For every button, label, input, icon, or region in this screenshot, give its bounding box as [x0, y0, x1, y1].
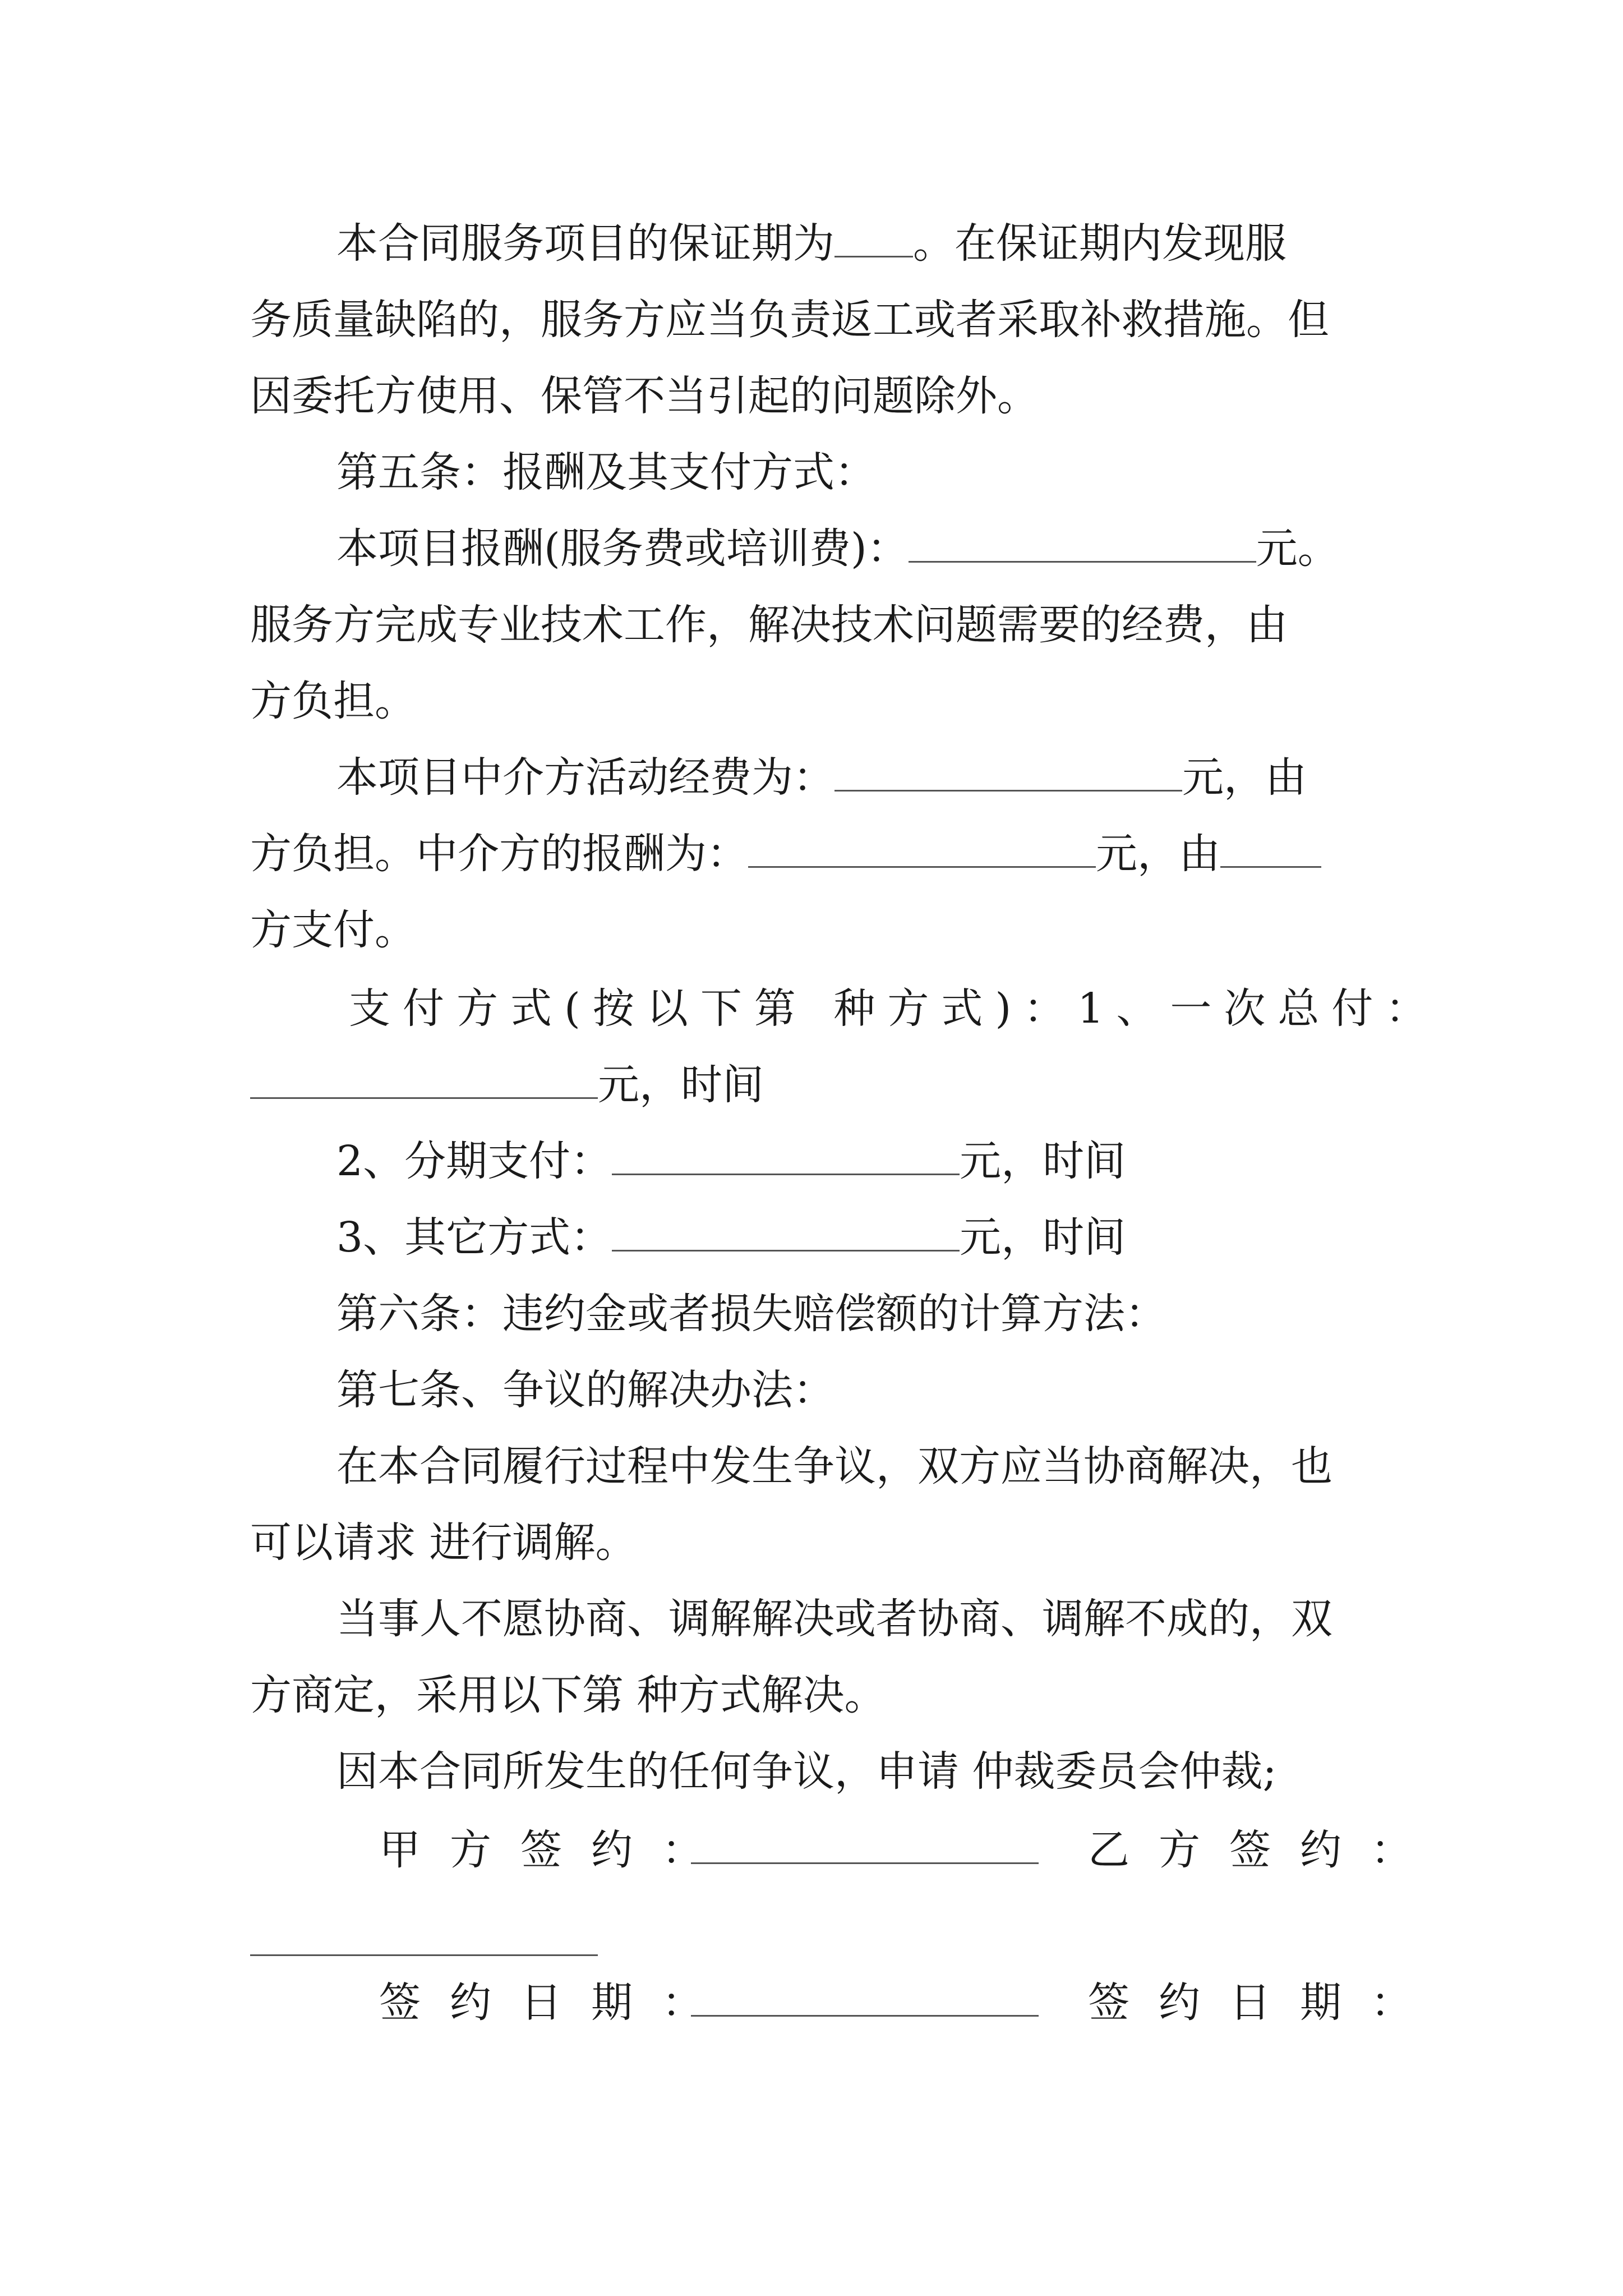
agent-fee-blank[interactable]: [834, 755, 1182, 792]
signature-a-label: 甲方签约：: [379, 1826, 732, 1874]
payment-3-line: [336, 1209, 1126, 1266]
fee-line-2: 服务方完成专业技术工作，解决技术问题需要的经费，由: [250, 601, 1288, 649]
fee-label: 本项目报酬(服务费或培训费)：: [336, 524, 909, 573]
article-6-title: 第六条：违约金或者损失赔偿额的计算方法：: [336, 1290, 1166, 1338]
payment-2-label: 2、分期支付：: [336, 1137, 612, 1185]
payment-3-tail: 元，时间: [960, 1213, 1126, 1262]
article-5-title: 第五条：报酬及其支付方式：: [336, 448, 876, 496]
agent-line-1: [336, 749, 1307, 806]
sign-date-a-blank[interactable]: [691, 1980, 1039, 2017]
agent-label: 本项目中介方活动经费为：: [336, 753, 834, 802]
article-7-title: 第七条、争议的解决办法：: [336, 1366, 834, 1414]
payment-3-label: 3、其它方式：: [336, 1213, 612, 1262]
sign-date-b-label: 签约日期：: [1088, 1978, 1441, 2027]
payment-method-title: 支付方式(按以下第 种方式)：1、一次总付：: [349, 984, 1440, 1033]
warranty-text: 本合同服务项目的保证期为: [336, 219, 834, 268]
signature-a-row: [691, 1822, 1039, 1878]
payment-1-tail: 元，时间: [598, 1061, 764, 1109]
payment-1-amount-blank[interactable]: [250, 1062, 598, 1099]
payment-2-amount-blank[interactable]: [612, 1139, 960, 1175]
negotiation-line-2: 方商定，采用以下第 种方式解决。: [250, 1671, 886, 1719]
warranty-text-cont: 。在保证期内发现服: [913, 219, 1287, 268]
agent-line-3: 方支付。: [250, 906, 416, 954]
agent-pay-blank[interactable]: [748, 831, 1096, 868]
payment-2-line: [336, 1133, 1126, 1189]
arbitration-line: 因本合同所发生的任何争议，申请 仲裁委员会仲裁;: [336, 1747, 1277, 1796]
fee-amount-blank[interactable]: [909, 526, 1256, 563]
fee-unit: 元。: [1256, 524, 1339, 573]
payment-3-amount-blank[interactable]: [612, 1215, 960, 1251]
sign-date-a-label: 签约日期：: [379, 1978, 732, 2027]
payment-2-tail: 元，时间: [960, 1137, 1126, 1185]
negotiation-line-1: 当事人不愿协商、调解解决或者协商、调解不成的，双: [336, 1595, 1332, 1643]
warranty-period-blank[interactable]: [834, 221, 913, 257]
agent-pay-label: 方负担。中介方的报酬为：: [250, 830, 748, 878]
party-a-signature-blank[interactable]: [691, 1828, 1039, 1864]
sign-date-a-row: [691, 1975, 1039, 2031]
agent-unit: 元，由: [1182, 753, 1307, 802]
signature-b-label: 乙方签约：: [1088, 1826, 1441, 1874]
dispute-line-2: 可以请求 进行调解。: [250, 1519, 637, 1567]
warranty-paragraph-line-3: 因委托方使用、保管不当引起的问题除外。: [250, 372, 1039, 420]
warranty-paragraph-line-2: 务质量缺陷的，服务方应当负责返工或者采取补救措施。但: [250, 296, 1329, 344]
party-b-signature-blank[interactable]: [250, 1954, 598, 1956]
fee-line-1: [336, 521, 1339, 577]
warranty-paragraph-line-1: [336, 215, 1287, 272]
dispute-line-1: 在本合同履行过程中发生争议，双方应当协商解决，也: [336, 1442, 1332, 1490]
agent-line-2: [250, 826, 1321, 882]
payment-1-line: [250, 1057, 764, 1113]
fee-line-3: 方负担。: [250, 677, 416, 725]
agent-pay-unit: 元，由: [1096, 830, 1220, 878]
payer-blank[interactable]: [1220, 831, 1321, 868]
